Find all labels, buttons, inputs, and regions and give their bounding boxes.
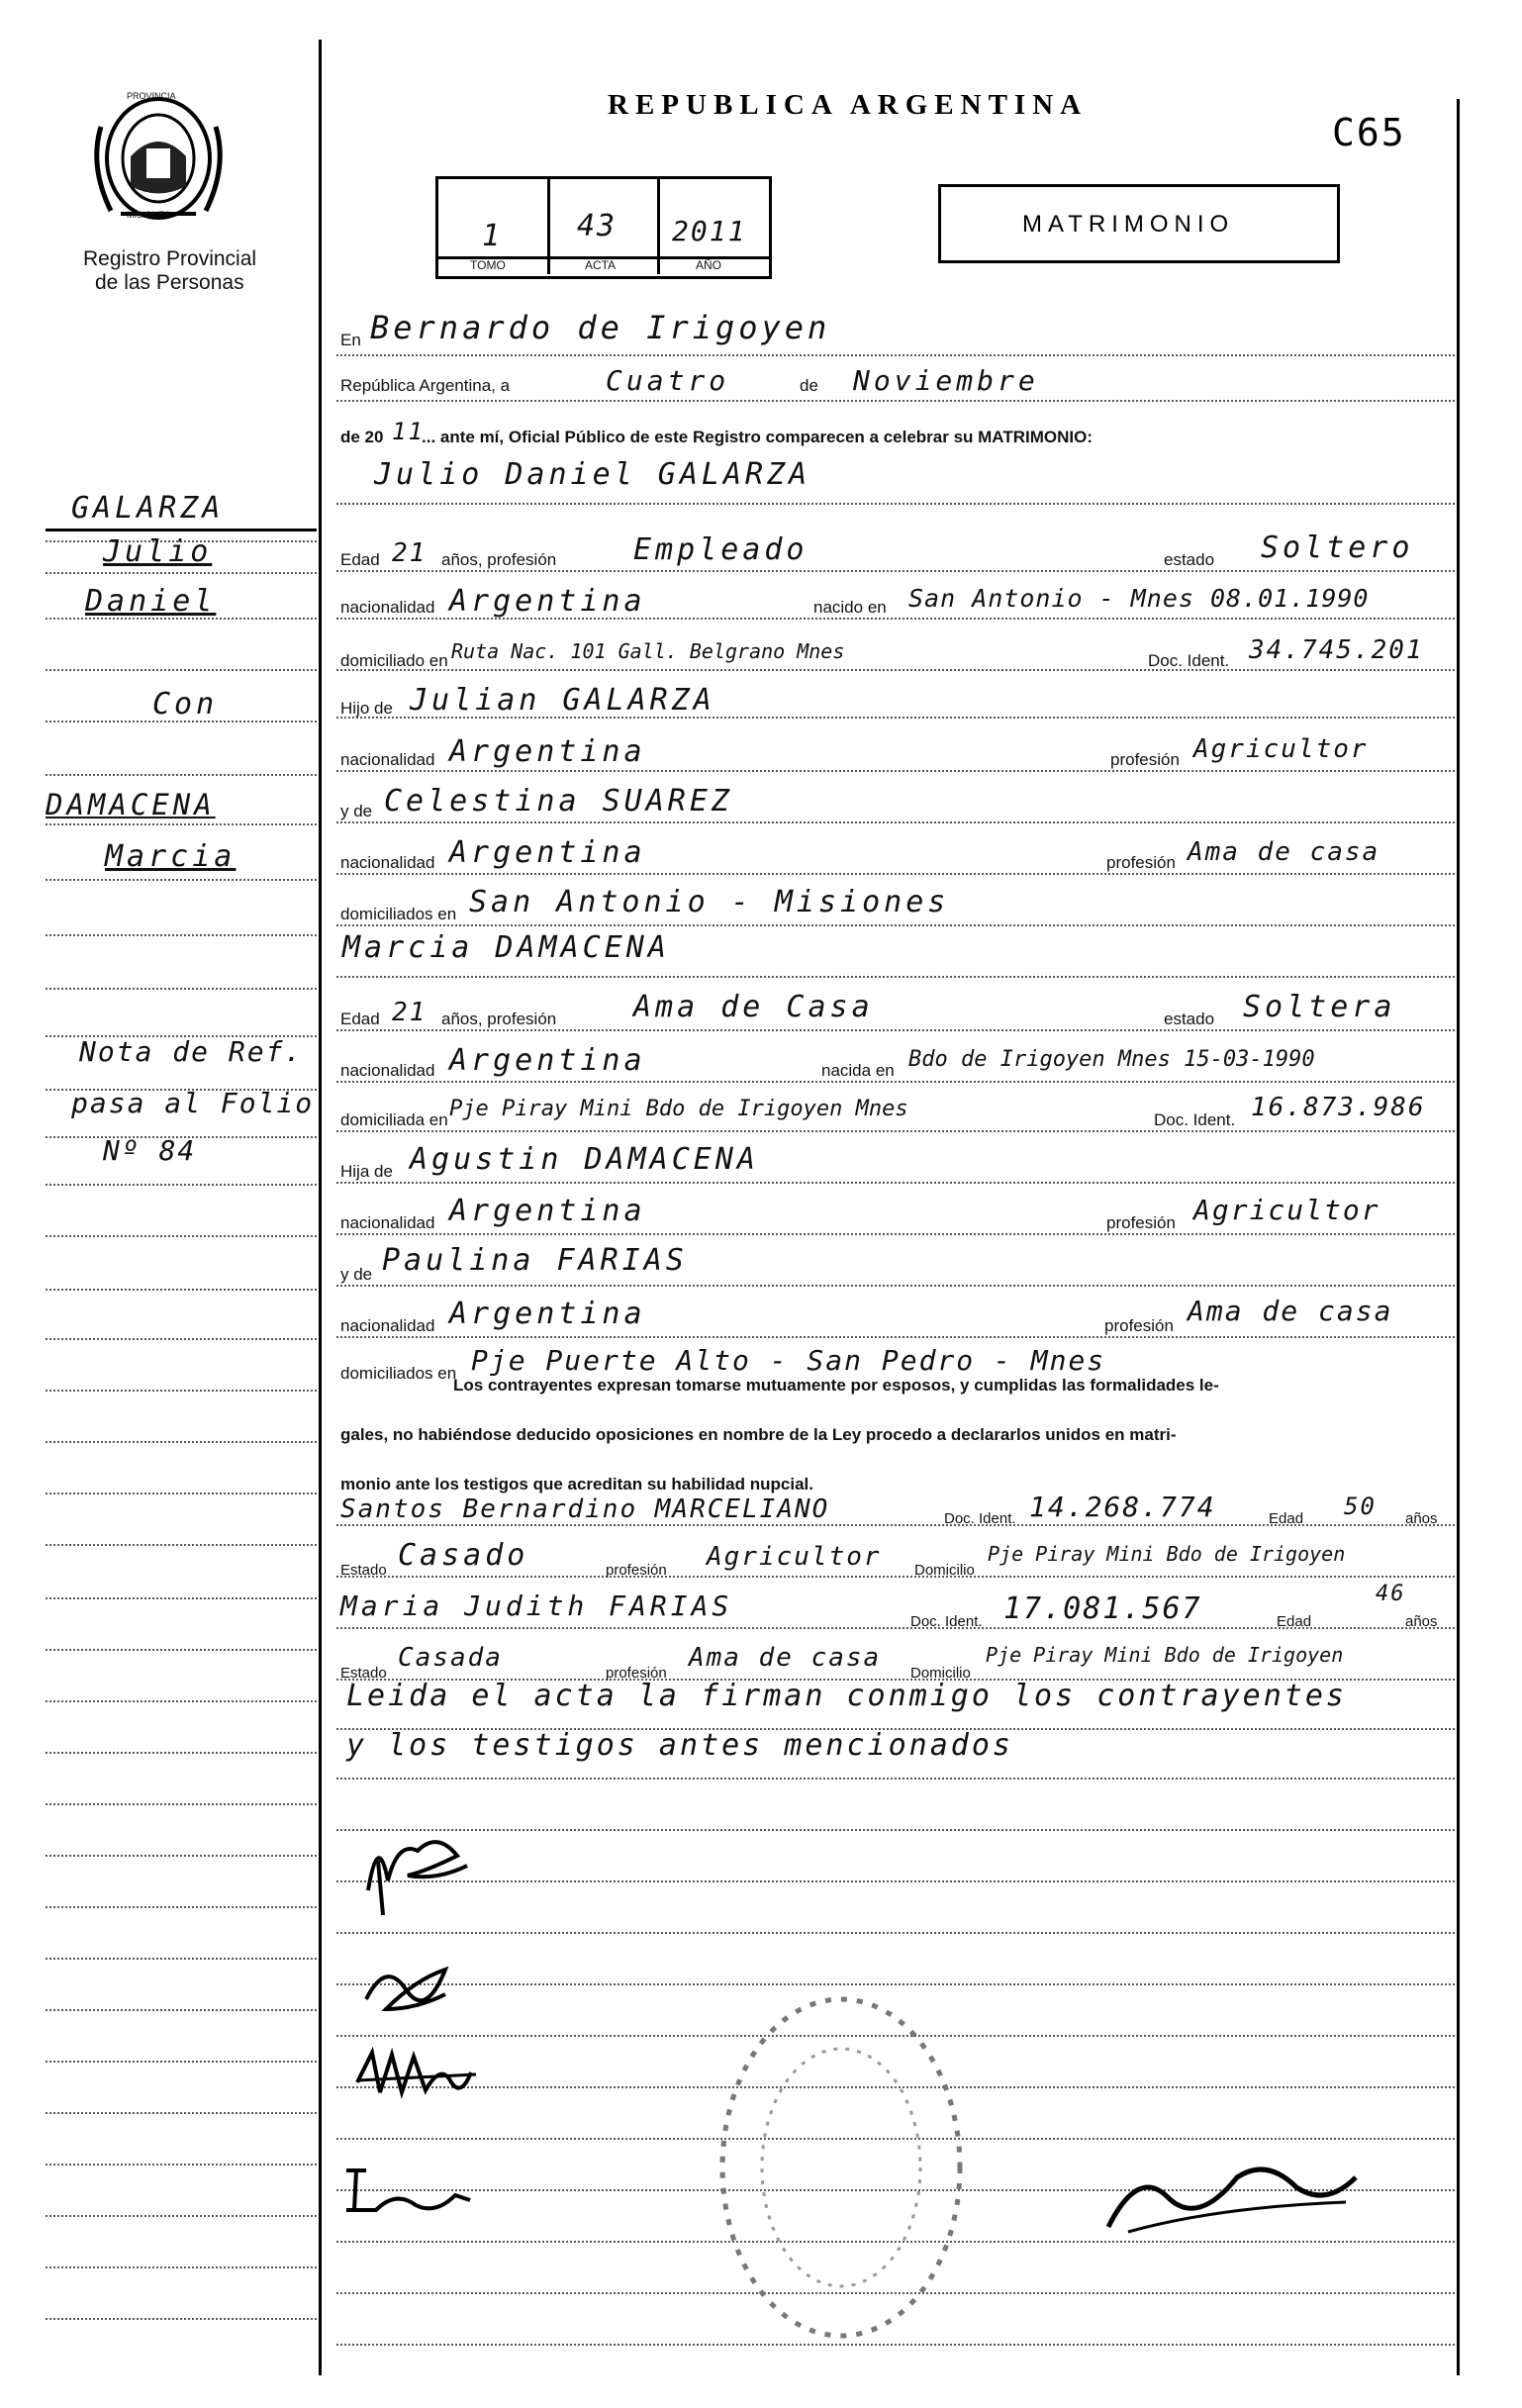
groom-doc: 34.745.201: [1249, 635, 1424, 665]
bride-mother-prof: Ama de casa: [1188, 1295, 1393, 1327]
bride-full-name: Marcia DAMACENA: [342, 930, 670, 965]
tomo-value: 1: [482, 219, 503, 253]
bride-edad-label: Edad: [340, 1010, 380, 1028]
bride-mother-nationality: Argentina: [449, 1297, 646, 1331]
witness2-prof-label: profesión: [606, 1665, 667, 1682]
signature-bride: [356, 1940, 465, 2029]
republica-label: República Argentina, a: [340, 376, 511, 395]
groom-mother: Celestina SUAREZ: [384, 784, 733, 819]
groom-civil-status: Soltero: [1261, 530, 1414, 565]
margin-second-name: Daniel: [85, 584, 217, 619]
bride-estado-label: estado: [1164, 1010, 1215, 1028]
witness2-edad-label: Edad: [1277, 1613, 1312, 1630]
groom-anos-prof-label: años, profesión: [441, 550, 557, 569]
groom-mother-prof: Ama de casa: [1188, 837, 1380, 867]
groom-age: 21: [392, 538, 428, 568]
witness1-prof-label: profesión: [606, 1562, 667, 1579]
groom-father-nationality: Argentina: [449, 734, 646, 769]
witness2-civil-status: Casada: [398, 1643, 503, 1673]
signature-witness1: [352, 2043, 481, 2112]
bride-mother: Paulina FARIAS: [382, 1243, 688, 1278]
seal-top-text: PROVINCIA: [127, 91, 176, 101]
seal-bottom-text: MISIONES: [127, 210, 171, 220]
closing-line1: Leida el acta la firman conmigo los contrayentes: [346, 1679, 1347, 1713]
groom-parents-address: San Antonio - Misiones: [469, 885, 950, 919]
groom-dom-label: domiciliado en: [340, 651, 448, 670]
bride-birthplace: Bdo de Irigoyen Mnes 15-03-1990: [908, 1047, 1315, 1072]
republic-title: REPUBLICA ARGENTINA: [608, 89, 1089, 121]
bride-civil-status: Soltera: [1243, 990, 1396, 1024]
month-value: Noviembre: [853, 364, 1039, 397]
bride-dom-label: domiciliada en: [340, 1110, 448, 1129]
bride-hija-label: Hija de: [340, 1162, 393, 1181]
witness2-name: Maria Judith FARIAS: [340, 1589, 733, 1622]
bride-nationality: Argentina: [449, 1043, 646, 1078]
day-value: Cuatro: [606, 364, 730, 397]
folio-code: C65: [1332, 111, 1406, 154]
witness1-estado-label: Estado: [340, 1562, 387, 1579]
witness2-address: Pje Piray Mini Bdo de Irigoyen: [986, 1643, 1344, 1667]
margin-note-line2: pasa al Folio: [71, 1087, 315, 1119]
margin-surname: GALARZA: [71, 491, 225, 526]
witness2-anos-label: años: [1405, 1613, 1438, 1630]
groom-doms-label: domiciliados en: [340, 905, 457, 923]
witness2-doc-label: Doc. Ident.: [910, 1613, 983, 1630]
groom-mother-nac-label: nacionalidad: [340, 853, 435, 872]
witness1-age: 50: [1344, 1493, 1377, 1520]
witness2-estado-label: Estado: [340, 1665, 387, 1682]
margin-note-line3: Nº 84: [103, 1134, 197, 1167]
margin-bride-surname: DAMACENA: [46, 788, 216, 821]
de-label: de: [800, 376, 818, 395]
bride-doms-label: domiciliados en: [340, 1364, 457, 1383]
en-label: En: [340, 331, 361, 349]
groom-father-nac-label: nacionalidad: [340, 750, 435, 769]
bride-yde-label: y de: [340, 1265, 373, 1284]
margin-bride-name: Marcia: [105, 839, 237, 874]
declaration-line2: gales, no habiéndose deducido oposiciones en nombre de la Ley procedo a declararlos unidos en matri-: [340, 1425, 1177, 1444]
witness2-profession: Ama de casa: [689, 1643, 882, 1673]
groom-birthplace: San Antonio - Mnes 08.01.1990: [908, 584, 1370, 613]
witness1-address: Pje Piray Mini Bdo de Irigoyen: [988, 1542, 1346, 1566]
witness1-dom-label: Domicilio: [914, 1562, 975, 1579]
bride-doc-label: Doc. Ident.: [1154, 1110, 1236, 1129]
tomo-label: TOMO: [470, 258, 506, 272]
bride-address: Pje Piray Mini Bdo de Irigoyen Mnes: [449, 1097, 908, 1121]
ano-value: 2011: [672, 215, 747, 247]
witness1-profession: Agricultor: [707, 1542, 882, 1572]
bride-father: Agustin DAMACENA: [410, 1142, 759, 1177]
signature-witness2: [336, 2156, 475, 2225]
record-type-label: MATRIMONIO: [1022, 211, 1235, 238]
groom-father-prof: Agricultor: [1193, 734, 1369, 764]
margin-con: Con: [152, 687, 219, 722]
tomo-acta-ano-box: [435, 176, 772, 279]
bride-father-nationality: Argentina: [449, 1194, 646, 1228]
declaration-line3: monio ante los testigos que acreditan su habilidad nupcial.: [340, 1475, 813, 1493]
groom-doc-label: Doc. Ident.: [1148, 651, 1230, 670]
bride-father-prof-label: profesión: [1106, 1213, 1176, 1232]
year-prefix: de 20: [340, 428, 384, 446]
witness1-edad-label: Edad: [1269, 1510, 1304, 1527]
groom-nac-label: nacionalidad: [340, 598, 435, 617]
margin-note-line1: Nota de Ref.: [79, 1035, 304, 1068]
witness1-doc-label: Doc. Ident.: [944, 1510, 1016, 1527]
groom-estado-label: estado: [1164, 550, 1215, 569]
bride-mother-nac-label: nacionalidad: [340, 1316, 435, 1335]
groom-profession: Empleado: [633, 532, 809, 567]
ante-text: ... ante mí, Oficial Público de este Registro comparecen a celebrar su MATRIMONIO:: [422, 428, 1093, 446]
bride-nac-label: nacionalidad: [340, 1061, 435, 1080]
signature-official: [1098, 2148, 1366, 2247]
witness1-civil-status: Casado: [398, 1538, 529, 1573]
witness1-name: Santos Bernardino MARCELIANO: [340, 1494, 830, 1524]
bride-mother-prof-label: profesión: [1104, 1316, 1174, 1335]
bride-doc: 16.873.986: [1251, 1093, 1426, 1122]
groom-yde-label: y de: [340, 802, 373, 820]
groom-nationality: Argentina: [449, 584, 646, 619]
left-margin-rule: [319, 40, 322, 2375]
acta-value: 43: [577, 209, 618, 243]
witness1-doc: 14.268.774: [1029, 1491, 1216, 1523]
groom-full-name: Julio Daniel GALARZA: [374, 457, 811, 492]
witness2-doc: 17.081.567: [1003, 1591, 1202, 1626]
acta-label: ACTA: [585, 258, 617, 272]
record-type-box: [938, 184, 1340, 263]
witness2-age: 46: [1376, 1582, 1406, 1606]
bride-father-nac-label: nacionalidad: [340, 1213, 435, 1232]
witness1-anos-label: años: [1405, 1510, 1438, 1527]
bride-age: 21: [392, 998, 428, 1027]
right-page-rule: [1457, 99, 1460, 2375]
declaration-line1: Los contrayentes expresan tomarse mutuamente por esposos, y cumplidas las formalidades le-: [453, 1376, 1219, 1395]
closing-line2: y los testigos antes mencionados: [346, 1728, 1013, 1763]
groom-address: Ruta Nac. 101 Gall. Belgrano Mnes: [451, 639, 845, 663]
groom-mother-prof-label: profesión: [1106, 853, 1176, 872]
ano-label: AÑO: [696, 258, 722, 272]
witness2-dom-label: Domicilio: [910, 1665, 971, 1682]
registry-name-line1: Registro Provincial: [83, 247, 257, 270]
signature-groom: [348, 1821, 487, 1920]
bride-nacida-label: nacida en: [821, 1061, 895, 1080]
groom-hijo-label: Hijo de: [340, 699, 393, 718]
bride-anos-prof-label: años, profesión: [441, 1010, 557, 1028]
year-suffix: 11: [392, 418, 425, 445]
groom-mother-nationality: Argentina: [449, 835, 646, 870]
margin-first-name: Julio: [103, 534, 213, 569]
bride-parents-address: Pje Puerte Alto - San Pedro - Mnes: [471, 1344, 1106, 1377]
groom-edad-label: Edad: [340, 550, 380, 569]
official-stamp: [693, 1970, 990, 2365]
groom-father-prof-label: profesión: [1110, 750, 1180, 769]
bride-profession: Ama de Casa: [633, 990, 874, 1024]
registry-name-line2: de las Personas: [95, 271, 244, 294]
groom-nacido-label: nacido en: [813, 598, 887, 617]
groom-father: Julian GALARZA: [410, 683, 715, 718]
place-value: Bernardo de Irigoyen: [370, 309, 831, 346]
bride-father-prof: Agricultor: [1193, 1194, 1380, 1226]
